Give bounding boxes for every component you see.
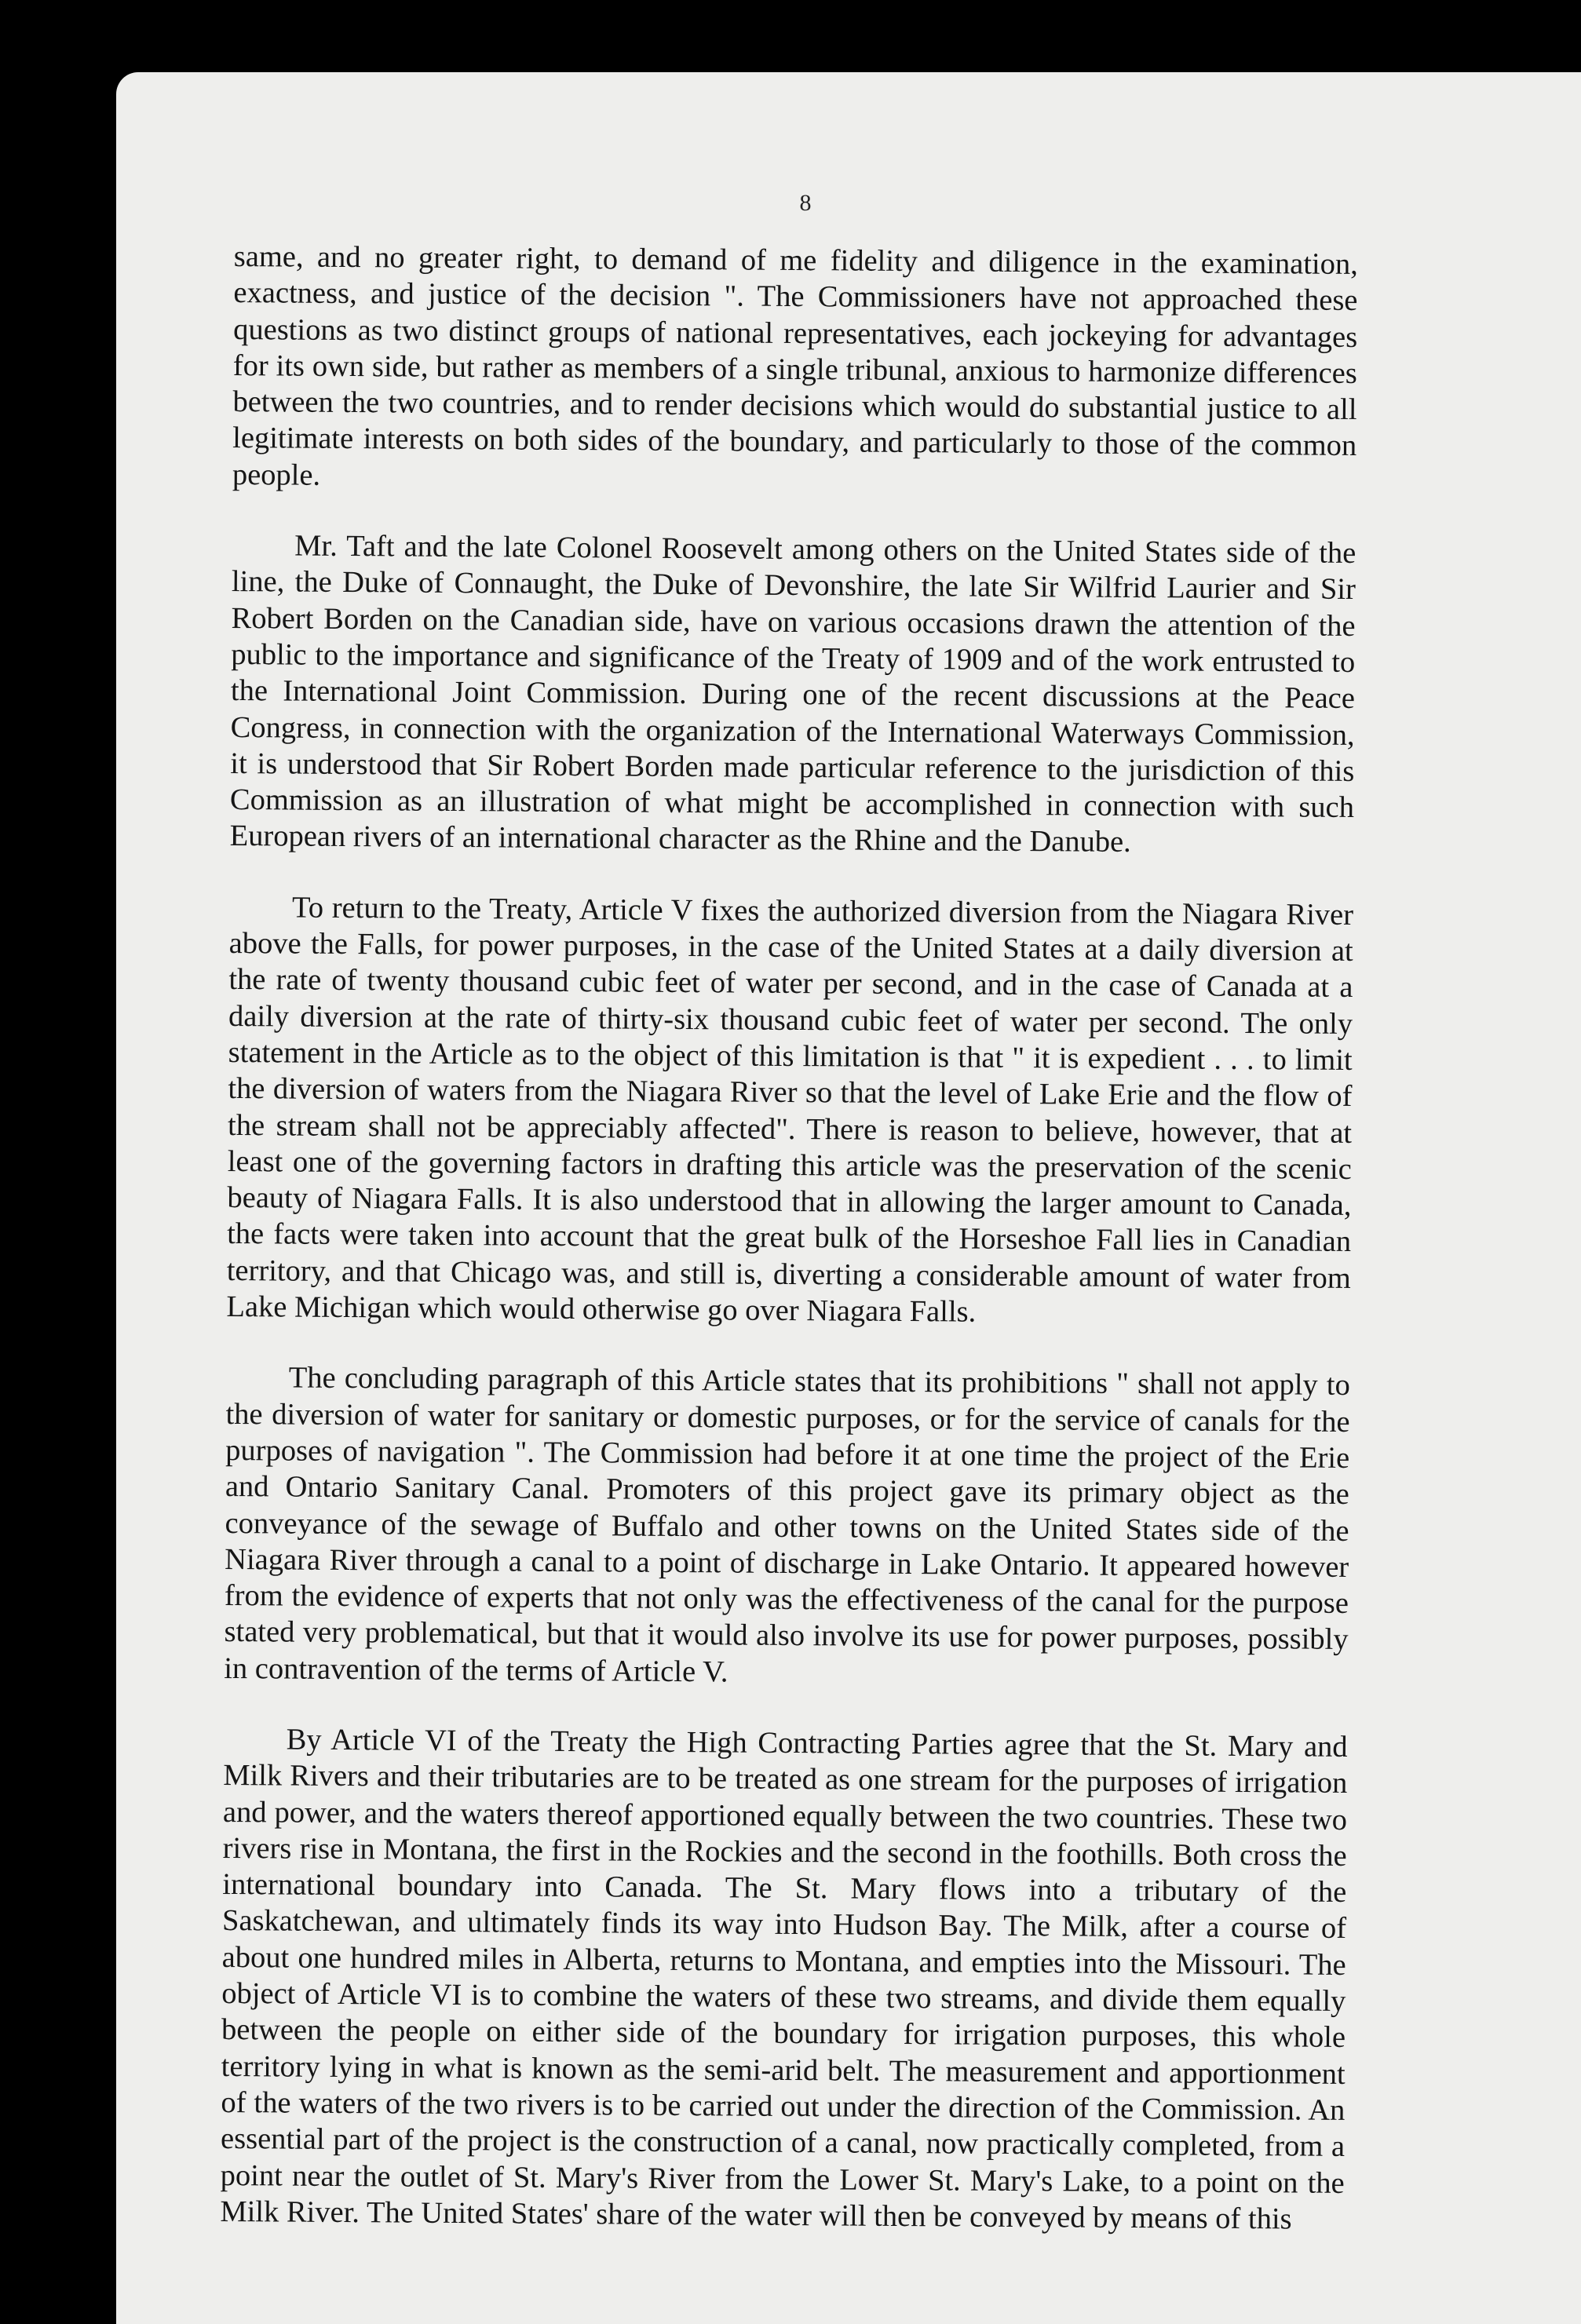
paragraph-4: The concluding paragraph of this Article states that its prohibitions " shall not apply to the diversion of water for sanitary or domestic purposes, or for the service of canals for the purposes of navigation ". The Commission had before it at one time the project of the Erie and Ontario Sanitary Canal. Promoters of this project gave its primary object as the conveyance of the sewage of Buffalo and other towns on the United States side of the Niagara River through a canal to a point of discharge in Lake Ontario. It appeared however from the evidence of experts that not only was the effectiveness of the canal for the purpose stated very problematical, but that it would also involve its use for power purposes, possibly in contravention of the terms of Article V. xyxy=(224,1361,1350,1689)
paragraph-1: same, and no greater right, to demand of me fidelity and diligence in the examination, exactness, and justice of the decision ". The Commissioners have not approached these questions as two distinct groups of national representatives, each jockeying for advantages for its own side, but rather as members of a single tribunal, anxious to harmonize differences between the two countries, and to render decisions which would do substantial justice to all legitimate interests on both sides of the boundary, and particularly to those of the common people. xyxy=(232,239,1358,492)
page-number: 8 xyxy=(799,190,812,216)
paragraph-3: To return to the Treaty, Article V fixes the authorized diversion from the Niagara River above the Falls, for power purposes, in the case of the United States at a daily diversion at the rate of twenty thousand cubic feet of water per second, and in the case of Canada at a daily diversion at the rate of thirty-six thousand cubic feet of water per second. The only statement in the Article as to the object of this limitation is that " it is expedient . . . to limit the diversion of waters from the Niagara River so that the level of Lake Erie and the flow of the stream shall not be appreciably affected". There is reason to believe, however, that at least one of the governing factors in drafting this article was the preservation of the scenic beauty of Niagara Falls. It is also understood that in allowing the larger amount to Canada, the facts were taken into account that the great bulk of the Horseshoe Fall lies in Canadian territory, and that Chicago was, and still is, diverting a considerable amount of water from Lake Michigan which would otherwise go over Niagara Falls. xyxy=(226,891,1354,1329)
document-page xyxy=(116,72,1581,2324)
paragraph-2: Mr. Taft and the late Colonel Roosevelt among others on the United States side of the line, the Duke of Connaught, the Duke of Devonshire, the late Sir Wilfrid Laurier and Sir Robert Borden on the Canadian side, have on various occasions drawn the attention of the public to the importance and significance of the Treaty of 1909 and of the work entrusted to the International Joint Commission. During one of the recent discussions at the Peace Congress, in connection with the organization of the International Waterways Commission, it is understood that Sir Robert Borden made particular reference to the jurisdiction of this Commission as an illustration of what might be accomplished in connection with such European rivers of an international character as the Rhine and the Danube. xyxy=(229,529,1356,859)
body-text xyxy=(220,239,1358,2272)
paragraph-5: By Article VI of the Treaty the High Contracting Parties agree that the St. Mary and Milk Rivers and their tributaries are to be treated as one stream for the purposes of irrigation and power, and the waters thereof apportioned equally between the two countries. These two rivers rise in Montana, the first in the Rockies and the second in the foothills. Both cross the international boundary into Canada. The St. Mary flows into a tributary of the Saskatchewan, and ultimately finds its way into Hudson Bay. The Milk, after a course of about one hundred miles in Alberta, returns to Montana, and empties into the Missouri. The object of Article VI is to combine the waters of these two streams, and divide them equally between the people on either side of the boundary for irrigation purposes, this whole territory lying in what is known as the semi-arid belt. The measurement and apportionment of the waters of the two rivers is to be carried out under the direction of the Commission. An essential part of the project is the construction of a canal, now practically completed, from a point near the outlet of St. Mary's River from the Lower St. Mary's Lake, to a point on the Milk River. The United States' share of the water will then be conveyed by means of this xyxy=(220,1723,1348,2236)
